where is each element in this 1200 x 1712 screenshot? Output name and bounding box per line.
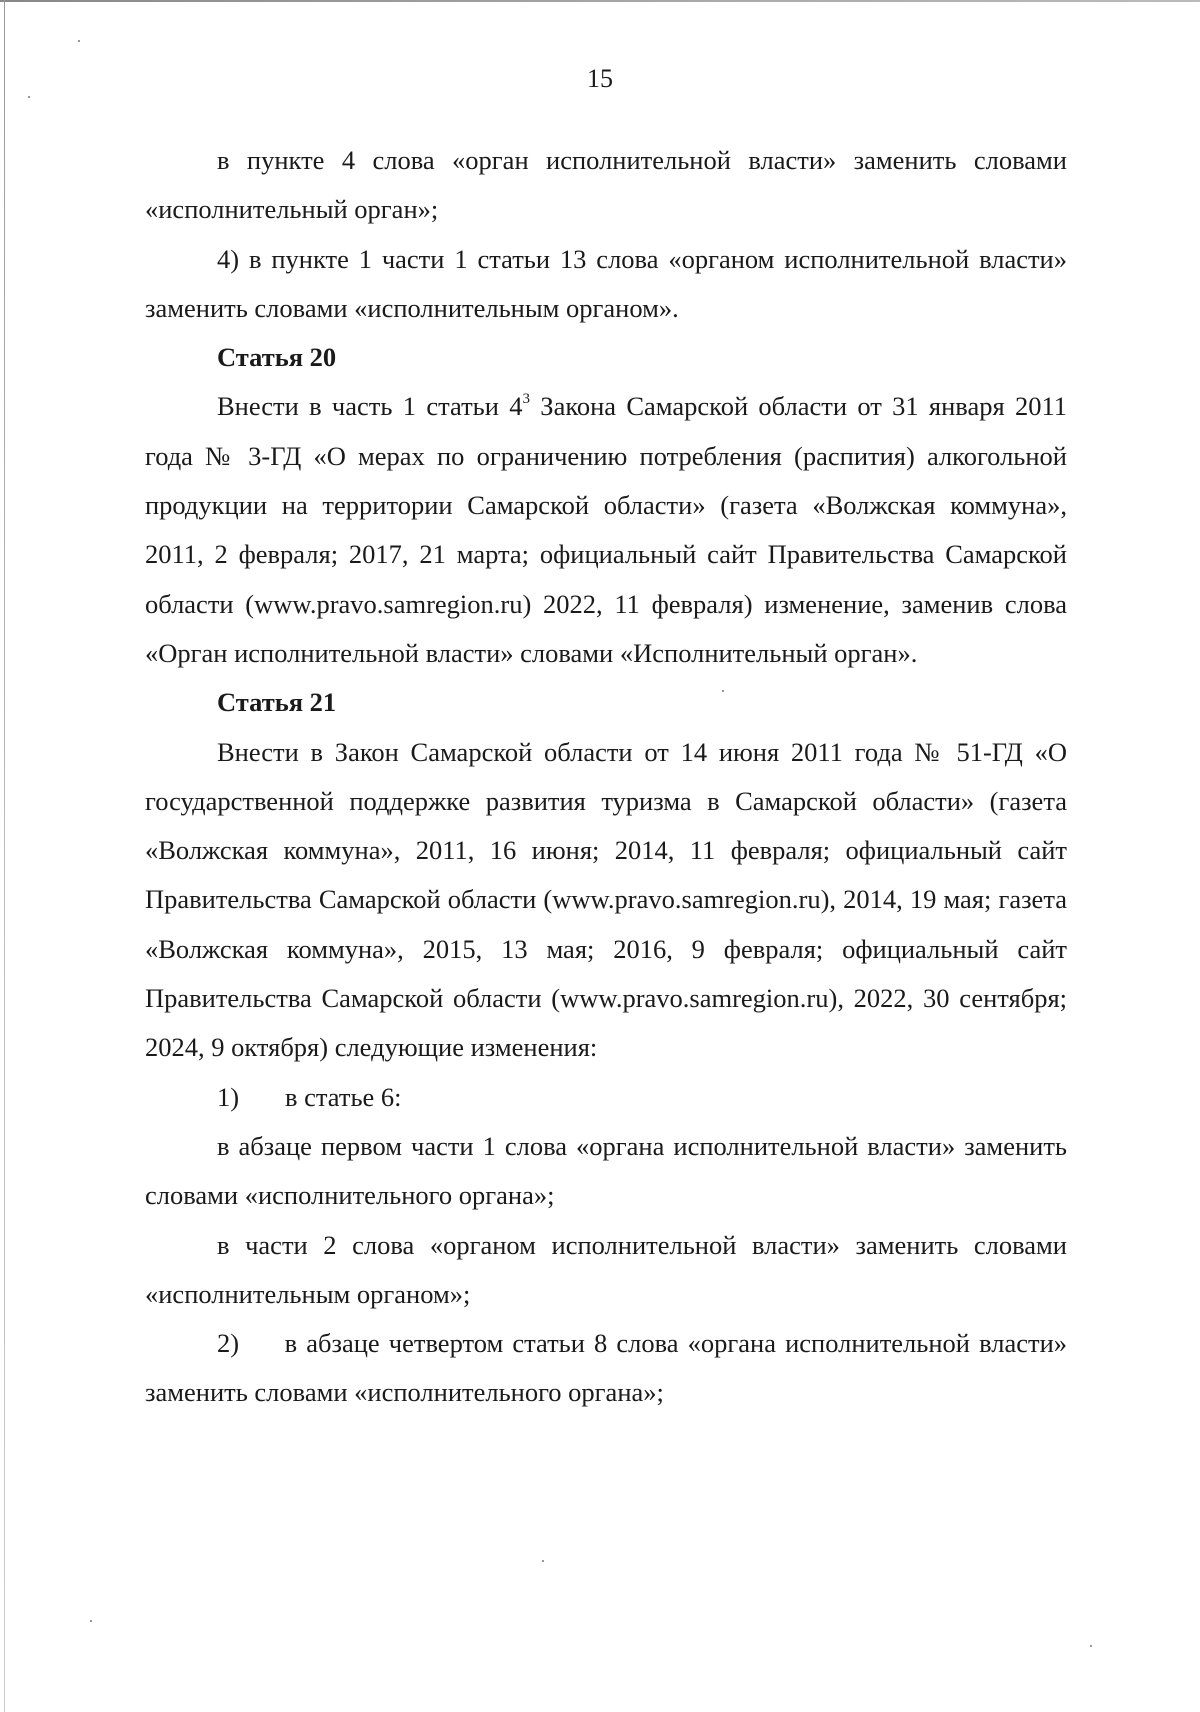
paragraph-punkt-4: в пункте 4 слова «орган исполнительной власти» заменить словами «исполнительный орган»; [145, 145, 1067, 225]
paragraph-abzac-first: в абзаце первом части 1 слова «органа исполнительной власти» заменить словами «исполнительного органа»; [145, 1130, 1067, 1211]
page-number: 15 [587, 64, 613, 93]
list-item-2-text: в абзаце четвертом статьи 8 слова «органа исполнительной власти» заменить словами «исполнительного органа»; [145, 1328, 1067, 1408]
article-20-heading: Статья 20 [217, 342, 337, 373]
scan-speck [78, 40, 80, 42]
list-item-1 [145, 1073, 1067, 1122]
document-body [145, 136, 1067, 1418]
scan-edge-left [4, 0, 5, 1712]
article-20-text-rest: Закона Самарской области от 31 января 2011 года № 3-ГД «О мерах по ограничению потребления (распития) алкогольной продукции на территории Самарской области» (газета «Волжская коммуна», 2011, 2 февраля; 2017, 21 марта; официальный сайт Правительства Самарской области (www.pravo.samregion.ru) 2022, 11 февраля) изменение, заменив слова «Орган исполнительной власти» словами «Исполнительный орган». [145, 391, 1067, 668]
article-21-heading: Статья 21 [217, 687, 337, 718]
scan-edge-top [0, 0, 1200, 2]
list-item-1-text: в статье 6: [285, 1081, 402, 1112]
scan-speck [28, 96, 30, 98]
list-item-2 [145, 1319, 1067, 1418]
scan-speck [542, 1560, 544, 1562]
list-item-2-number: 2) [217, 1328, 240, 1359]
article-21-text: Внести в Закон Самарской области от 14 июня 2011 года № 51-ГД «О государственной поддержке развития туризма в Самарской области» (газета «Волжская коммуна», 2011, 16 июня; 2014, 11 февраля; официальный сайт Правительства Самарской области (www.pravo.samregion.ru), 2014, 19 мая; газета «Волжская коммуна», 2015, 13 мая; 2016, 9 февраля; официальный сайт Правительства Самарской области (www.pravo.samregion.ru), 2022, 30 сентября; 2024, 9 октября) следующие изменения: [145, 736, 1067, 1063]
article-20-superscript: 3 [522, 391, 530, 408]
list-item-1-number: 1) [217, 1081, 240, 1112]
paragraph-chast-2: в части 2 слова «органом исполнительной власти» заменить словами «исполнительным органом»; [145, 1229, 1067, 1309]
article-20-text-start: Внести в часть 1 статьи 4 [217, 391, 523, 422]
paragraph-item-4: 4) в пункте 1 части 1 статьи 13 слова «органом исполнительной власти» заменить словами «исполнительным органом». [145, 243, 1067, 323]
scan-speck [722, 690, 724, 692]
scan-speck [1090, 1645, 1092, 1647]
scan-speck [90, 1620, 92, 1622]
article-20-text [145, 382, 1067, 678]
